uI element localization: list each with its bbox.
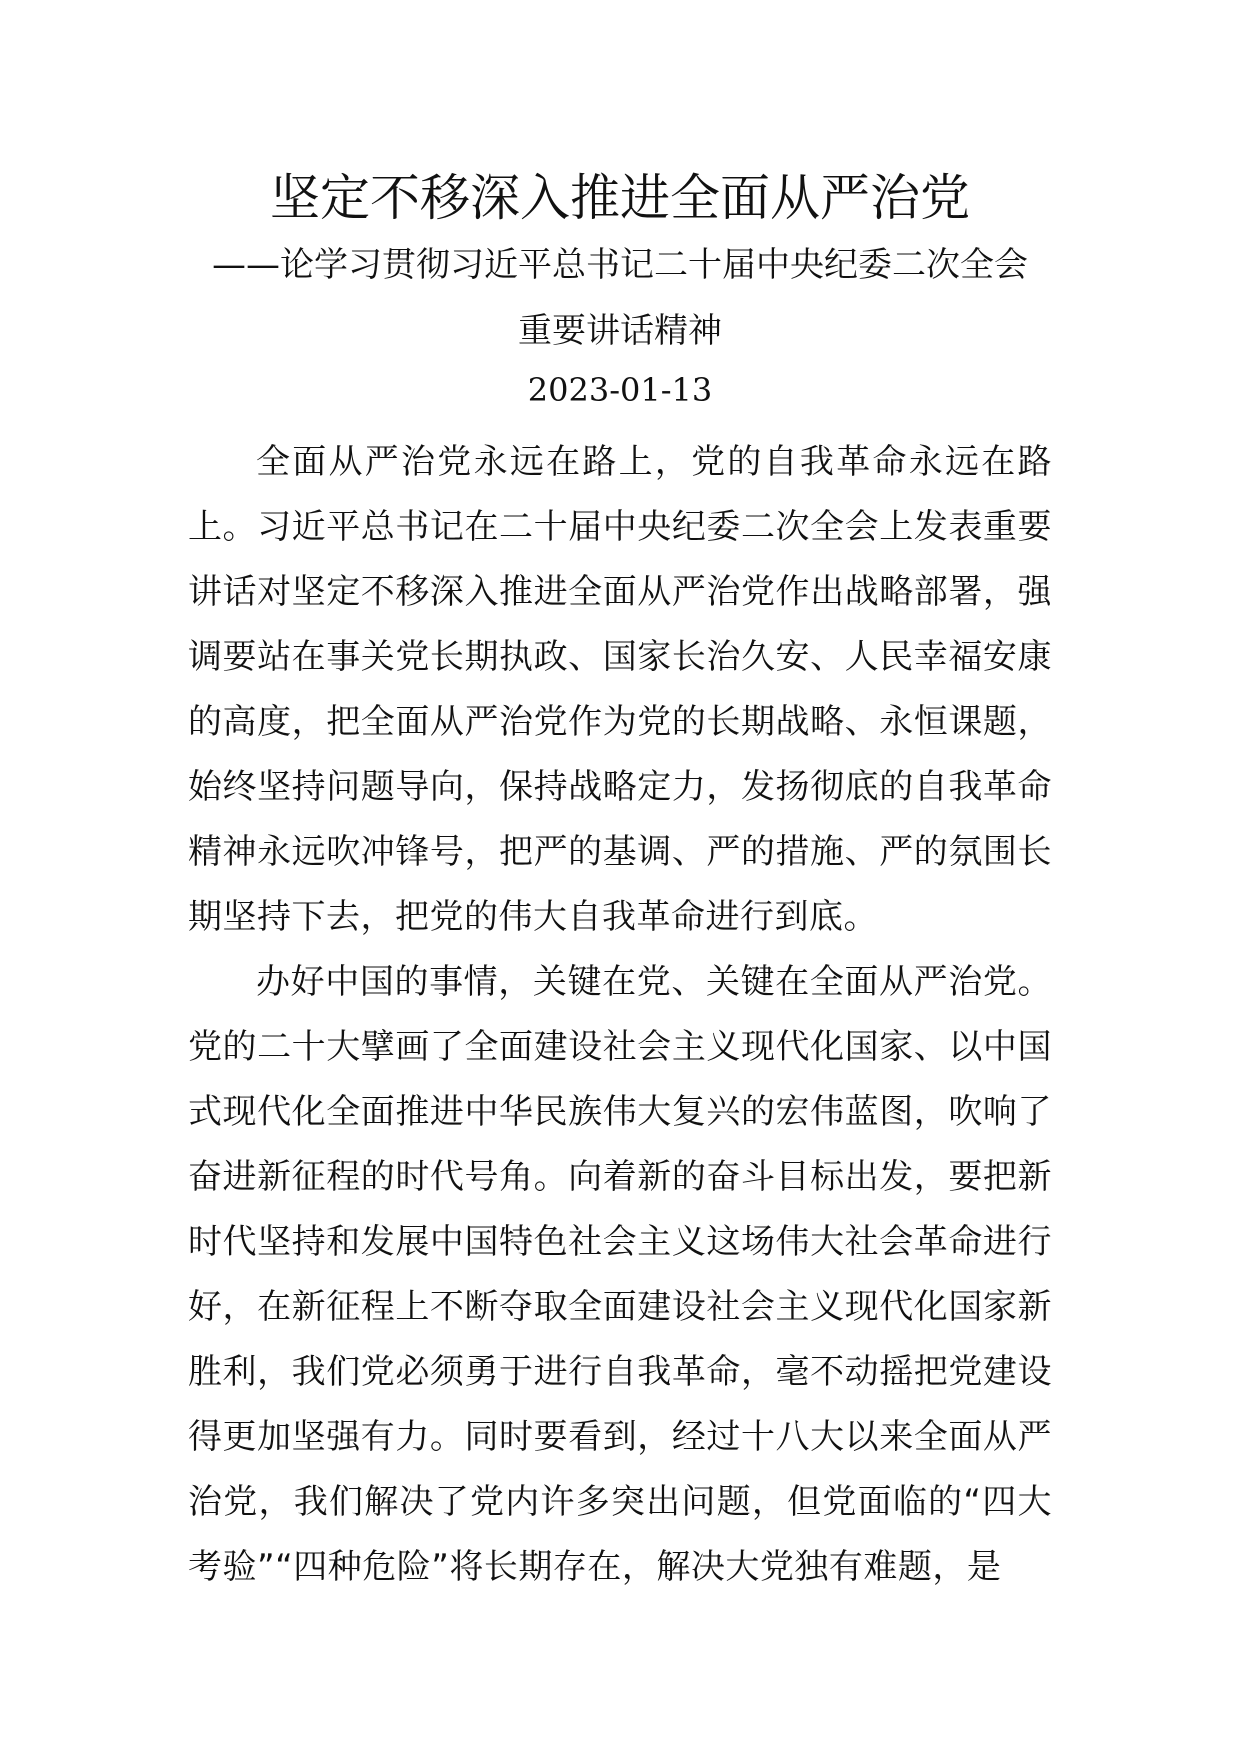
publish-date: 2023-01-13 xyxy=(527,371,713,409)
article-body xyxy=(188,430,1052,1600)
document-subtitle: ——论学习贯彻习近平总书记二十届中央纪委二次全会重要讲话精神 xyxy=(212,245,1028,351)
paragraph: 办好中国的事情，关键在党、关键在全面从严治党。党的二十大擘画了全面建设社会主义现代化国家、以中国式现代化全面推进中华民族伟大复兴的宏伟蓝图，吹响了奋进新征程的时代号角。向着新的奋斗目标出发，要把新时代坚持和发展中国特色社会主义这场伟大社会革命进行好，在新征程上不断夺取全面建设社会主义现代化国家新胜利，我们党必须勇于进行自我革命，毫不动摇把党建设得更加坚强有力。同时要看到，经过十八大以来全面从严治党，我们解决了党内许多突出问题，但党面临的“四大考验”“四种危险”将长期存在，解决大党独有难题，是 xyxy=(188,962,1052,1587)
paragraph: 全面从严治党永远在路上，党的自我革命永远在路上。习近平总书记在二十届中央纪委二次全会上发表重要讲话对坚定不移深入推进全面从严治党作出战略部署，强调要站在事关党长期执政、国家长治久安、人民幸福安康的高度，把全面从严治党作为党的长期战略、永恒课题，始终坚持问题导向，保持战略定力，发扬彻底的自我革命精神永远吹冲锋号，把严的基调、严的措施、严的氛围长期坚持下去，把党的伟大自我革命进行到底。 xyxy=(188,442,1052,937)
document-title: 坚定不移深入推进全面从严治党 xyxy=(270,169,970,227)
